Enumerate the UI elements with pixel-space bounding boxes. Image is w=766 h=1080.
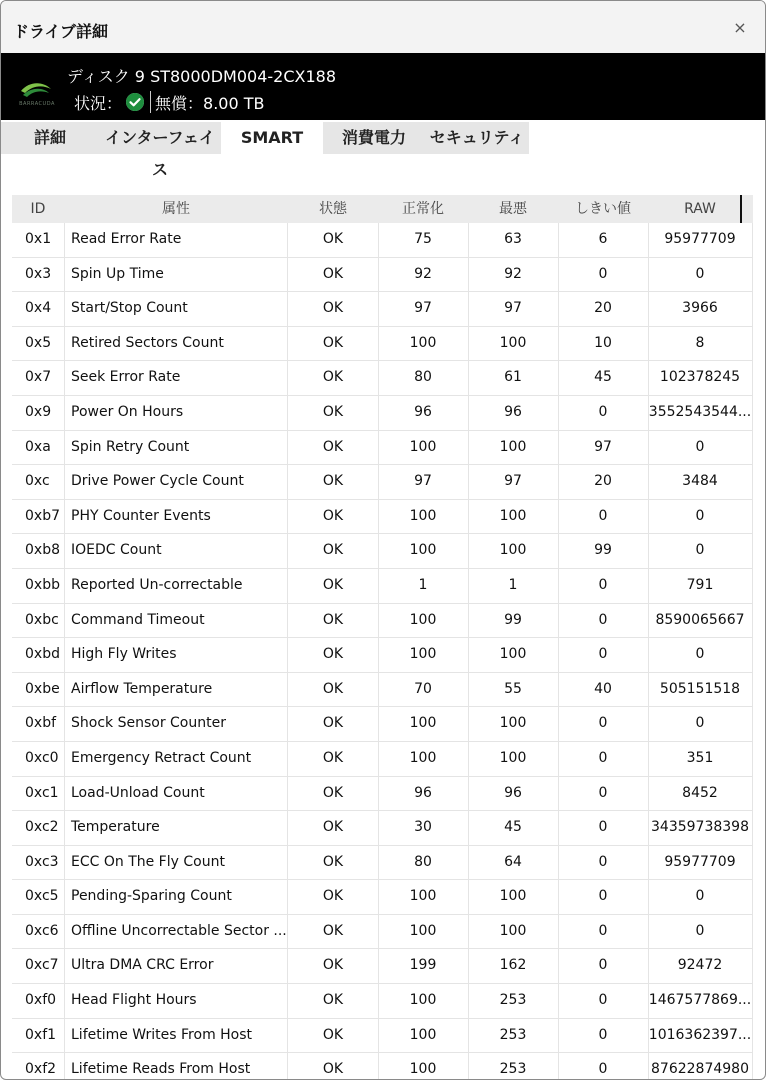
cell-status: OK xyxy=(288,292,379,326)
column-header-attribute[interactable]: 属性 xyxy=(162,201,190,217)
cell-attribute: Offline Uncorrectable Sector ... xyxy=(64,915,288,949)
cell-attribute: Seek Error Rate xyxy=(64,361,288,395)
cell-worst: 100 xyxy=(468,534,559,568)
cell-id: 0xc6 xyxy=(25,922,59,939)
cell-raw: 1467577869... xyxy=(648,984,753,1018)
table-row[interactable] xyxy=(12,880,753,915)
cell-worst: 100 xyxy=(468,707,559,741)
cell-id: 0xc2 xyxy=(25,819,59,836)
cell-status: OK xyxy=(288,880,379,914)
cell-normalized: 100 xyxy=(378,1053,469,1080)
cell-worst: 253 xyxy=(468,1053,559,1080)
cell-attribute: Start/Stop Count xyxy=(64,292,288,326)
cell-status: OK xyxy=(288,949,379,983)
cell-attribute: Lifetime Writes From Host xyxy=(64,1019,288,1053)
cell-threshold: 0 xyxy=(558,638,649,672)
cell-id: 0xa xyxy=(25,438,51,455)
cell-threshold: 0 xyxy=(558,984,649,1018)
cell-worst: 1 xyxy=(468,569,559,603)
table-row[interactable] xyxy=(12,396,753,431)
cell-attribute: Head Flight Hours xyxy=(64,984,288,1018)
table-row[interactable] xyxy=(12,223,753,258)
cell-normalized: 100 xyxy=(378,534,469,568)
drive-header xyxy=(1,53,765,120)
cell-raw: 791 xyxy=(648,569,753,603)
cell-normalized: 1 xyxy=(378,569,469,603)
cell-worst: 96 xyxy=(468,777,559,811)
table-row[interactable] xyxy=(12,949,753,984)
cell-id: 0xbc xyxy=(25,611,59,628)
table-row[interactable] xyxy=(12,1053,753,1080)
status-label: 状況： xyxy=(74,93,123,113)
cell-worst: 92 xyxy=(468,258,559,292)
column-header-status[interactable]: 状態 xyxy=(319,201,347,217)
table-row[interactable] xyxy=(12,777,753,812)
cell-attribute: Command Timeout xyxy=(64,604,288,638)
column-header-id[interactable]: ID xyxy=(30,201,46,217)
table-row[interactable] xyxy=(12,638,753,673)
cell-status: OK xyxy=(288,846,379,880)
cell-id: 0xf1 xyxy=(25,1026,57,1043)
cell-status: OK xyxy=(288,742,379,776)
cell-status: OK xyxy=(288,638,379,672)
table-row[interactable] xyxy=(12,846,753,881)
barracuda-logo xyxy=(15,77,59,111)
smart-table xyxy=(12,195,753,1080)
cell-id: 0x4 xyxy=(25,300,52,317)
cell-normalized: 75 xyxy=(378,223,469,257)
cell-raw: 0 xyxy=(648,534,753,568)
tab-details[interactable]: 詳細 xyxy=(1,122,99,154)
cell-threshold: 0 xyxy=(558,1019,649,1053)
cell-threshold: 20 xyxy=(558,292,649,326)
cell-status: OK xyxy=(288,500,379,534)
cell-raw: 95977709 xyxy=(648,846,753,880)
cell-normalized: 96 xyxy=(378,396,469,430)
table-row[interactable] xyxy=(12,604,753,639)
table-row[interactable] xyxy=(12,984,753,1019)
table-row[interactable] xyxy=(12,361,753,396)
cell-worst: 61 xyxy=(468,361,559,395)
cell-status: OK xyxy=(288,361,379,395)
cell-raw: 102378245 xyxy=(648,361,753,395)
cell-status: OK xyxy=(288,915,379,949)
cell-id: 0xb7 xyxy=(25,507,60,524)
cell-raw: 0 xyxy=(648,638,753,672)
cell-threshold: 0 xyxy=(558,846,649,880)
cell-status: OK xyxy=(288,569,379,603)
table-row[interactable] xyxy=(12,811,753,846)
cell-threshold: 0 xyxy=(558,915,649,949)
cell-worst: 100 xyxy=(468,431,559,465)
cell-raw: 3552543544... xyxy=(648,396,753,430)
cell-status: OK xyxy=(288,396,379,430)
cell-raw: 8 xyxy=(648,327,753,361)
cell-threshold: 0 xyxy=(558,500,649,534)
title-bar xyxy=(1,1,765,53)
cell-worst: 97 xyxy=(468,465,559,499)
cell-id: 0x3 xyxy=(25,265,52,282)
cell-threshold: 0 xyxy=(558,880,649,914)
cell-worst: 55 xyxy=(468,673,559,707)
cell-status: OK xyxy=(288,431,379,465)
cell-normalized: 70 xyxy=(378,673,469,707)
table-header xyxy=(12,195,753,223)
cell-attribute: Power On Hours xyxy=(64,396,288,430)
cell-attribute: Drive Power Cycle Count xyxy=(64,465,288,499)
cell-raw: 0 xyxy=(648,915,753,949)
cell-attribute: Spin Retry Count xyxy=(64,431,288,465)
cell-normalized: 100 xyxy=(378,327,469,361)
cell-id: 0xf0 xyxy=(25,992,57,1009)
status-divider xyxy=(150,91,151,113)
cell-attribute: ECC On The Fly Count xyxy=(64,846,288,880)
cell-threshold: 99 xyxy=(558,534,649,568)
cell-id: 0xc3 xyxy=(25,853,59,870)
close-button[interactable]: × xyxy=(733,18,747,37)
cell-status: OK xyxy=(288,673,379,707)
cell-id: 0xbb xyxy=(25,576,60,593)
cell-worst: 97 xyxy=(468,292,559,326)
cell-normalized: 92 xyxy=(378,258,469,292)
cell-normalized: 80 xyxy=(378,846,469,880)
cell-raw: 3966 xyxy=(648,292,753,326)
cell-threshold: 6 xyxy=(558,223,649,257)
disk-name: ディスク 9 ST8000DM004-2CX188 xyxy=(67,67,337,86)
cell-threshold: 0 xyxy=(558,604,649,638)
cell-normalized: 100 xyxy=(378,604,469,638)
cell-raw: 87622874980 xyxy=(648,1053,753,1080)
window-title: ドライブ詳細 xyxy=(13,22,109,41)
cell-status: OK xyxy=(288,534,379,568)
cell-threshold: 20 xyxy=(558,465,649,499)
cell-threshold: 0 xyxy=(558,742,649,776)
cell-normalized: 97 xyxy=(378,292,469,326)
cell-normalized: 97 xyxy=(378,465,469,499)
cell-status: OK xyxy=(288,1053,379,1080)
cell-worst: 100 xyxy=(468,880,559,914)
tab-security[interactable]: セキュリティ xyxy=(425,122,529,154)
cell-attribute: Emergency Retract Count xyxy=(64,742,288,776)
cell-raw: 0 xyxy=(648,880,753,914)
cell-status: OK xyxy=(288,258,379,292)
column-header-threshold[interactable]: しきい値 xyxy=(575,201,631,217)
cell-normalized: 30 xyxy=(378,811,469,845)
table-body xyxy=(12,223,753,1080)
cell-id: 0x9 xyxy=(25,403,52,420)
cell-worst: 100 xyxy=(468,742,559,776)
cell-worst: 45 xyxy=(468,811,559,845)
tab-bar xyxy=(1,122,765,179)
cell-id: 0xc1 xyxy=(25,784,59,801)
cell-status: OK xyxy=(288,811,379,845)
cell-attribute: High Fly Writes xyxy=(64,638,288,672)
cell-worst: 100 xyxy=(468,915,559,949)
cell-threshold: 40 xyxy=(558,673,649,707)
cell-attribute: Lifetime Reads From Host xyxy=(64,1053,288,1080)
cell-status: OK xyxy=(288,1019,379,1053)
cell-attribute: Load-Unload Count xyxy=(64,777,288,811)
cell-normalized: 100 xyxy=(378,1019,469,1053)
check-circle-icon xyxy=(126,93,144,111)
table-row[interactable] xyxy=(12,707,753,742)
cell-raw: 8452 xyxy=(648,777,753,811)
cell-normalized: 100 xyxy=(378,707,469,741)
cell-raw: 34359738398 xyxy=(648,811,753,845)
cell-worst: 64 xyxy=(468,846,559,880)
tab-interface[interactable]: インターフェイス xyxy=(99,122,221,154)
cell-attribute: PHY Counter Events xyxy=(64,500,288,534)
cell-status: OK xyxy=(288,327,379,361)
cell-raw: 351 xyxy=(648,742,753,776)
cell-attribute: Airflow Temperature xyxy=(64,673,288,707)
cell-raw: 505151518 xyxy=(648,673,753,707)
cell-raw: 0 xyxy=(648,707,753,741)
column-header-normalized[interactable]: 正常化 xyxy=(402,201,444,217)
cell-id: 0xf2 xyxy=(25,1061,57,1078)
cell-attribute: Temperature xyxy=(64,811,288,845)
cell-id: 0xbf xyxy=(25,715,57,732)
cell-normalized: 96 xyxy=(378,777,469,811)
cell-id: 0xbe xyxy=(25,680,60,697)
cell-attribute: IOEDC Count xyxy=(64,534,288,568)
cell-raw: 92472 xyxy=(648,949,753,983)
cell-threshold: 0 xyxy=(558,1053,649,1080)
cell-id: 0x7 xyxy=(25,369,52,386)
table-row[interactable] xyxy=(12,673,753,708)
cell-normalized: 100 xyxy=(378,500,469,534)
cell-worst: 253 xyxy=(468,1019,559,1053)
cell-threshold: 0 xyxy=(558,258,649,292)
status-row xyxy=(74,91,264,113)
cell-normalized: 100 xyxy=(378,984,469,1018)
column-header-raw[interactable]: RAW xyxy=(684,201,716,217)
cell-attribute: Pending-Sparing Count xyxy=(64,880,288,914)
cell-id: 0xb8 xyxy=(25,542,60,559)
table-row[interactable] xyxy=(12,569,753,604)
cell-normalized: 100 xyxy=(378,915,469,949)
table-row[interactable] xyxy=(12,292,753,327)
table-row[interactable] xyxy=(12,915,753,950)
cell-id: 0x1 xyxy=(25,231,52,247)
cell-worst: 162 xyxy=(468,949,559,983)
cell-raw: 0 xyxy=(648,431,753,465)
cell-threshold: 0 xyxy=(558,569,649,603)
cell-worst: 253 xyxy=(468,984,559,1018)
cell-worst: 100 xyxy=(468,327,559,361)
cell-threshold: 10 xyxy=(558,327,649,361)
cell-worst: 100 xyxy=(468,638,559,672)
table-row[interactable] xyxy=(12,258,753,293)
cell-status: OK xyxy=(288,707,379,741)
cell-threshold: 45 xyxy=(558,361,649,395)
cell-normalized: 100 xyxy=(378,880,469,914)
cell-raw: 0 xyxy=(648,500,753,534)
cell-worst: 96 xyxy=(468,396,559,430)
cell-raw: 95977709 xyxy=(648,223,753,257)
table-row[interactable] xyxy=(12,534,753,569)
cell-id: 0xc5 xyxy=(25,888,59,905)
cell-raw: 0 xyxy=(648,258,753,292)
cell-id: 0xc xyxy=(25,473,50,490)
cell-normalized: 100 xyxy=(378,742,469,776)
cell-threshold: 0 xyxy=(558,949,649,983)
cell-threshold: 0 xyxy=(558,777,649,811)
tab-smart[interactable]: SMART xyxy=(221,122,323,154)
cell-normalized: 100 xyxy=(378,638,469,672)
cell-status: OK xyxy=(288,777,379,811)
free-capacity: 無償：8.00 TB xyxy=(155,93,265,113)
cell-attribute: Reported Un-correctable xyxy=(64,569,288,603)
cell-raw: 1016362397... xyxy=(648,1019,753,1053)
cell-id: 0xbd xyxy=(25,646,60,663)
cell-raw: 8590065667 xyxy=(648,604,753,638)
logo-text: BARRACUDA xyxy=(19,101,55,107)
cell-worst: 100 xyxy=(468,500,559,534)
table-row[interactable] xyxy=(12,431,753,466)
cell-threshold: 0 xyxy=(558,396,649,430)
cell-normalized: 80 xyxy=(378,361,469,395)
cell-normalized: 100 xyxy=(378,431,469,465)
cell-threshold: 0 xyxy=(558,811,649,845)
cell-attribute: Spin Up Time xyxy=(64,258,288,292)
cell-status: OK xyxy=(288,984,379,1018)
cell-raw: 3484 xyxy=(648,465,753,499)
table-row[interactable] xyxy=(12,742,753,777)
cell-attribute: Ultra DMA CRC Error xyxy=(64,949,288,983)
header-resize-marker xyxy=(740,195,742,223)
table-row[interactable] xyxy=(12,1019,753,1054)
cell-id: 0xc0 xyxy=(25,749,59,766)
cell-worst: 63 xyxy=(468,223,559,257)
column-header-worst[interactable]: 最悪 xyxy=(499,201,527,217)
cell-status: OK xyxy=(288,604,379,638)
cell-normalized: 199 xyxy=(378,949,469,983)
tab-power[interactable]: 消費電力 xyxy=(323,122,425,154)
cell-id: 0xc7 xyxy=(25,957,59,974)
cell-attribute: Shock Sensor Counter xyxy=(64,707,288,741)
cell-worst: 99 xyxy=(468,604,559,638)
table-row[interactable] xyxy=(12,500,753,535)
cell-attribute: Read Error Rate xyxy=(64,223,288,257)
table-row[interactable] xyxy=(12,465,753,500)
cell-threshold: 97 xyxy=(558,431,649,465)
cell-attribute: Retired Sectors Count xyxy=(64,327,288,361)
cell-id: 0x5 xyxy=(25,334,52,351)
cell-status: OK xyxy=(288,223,379,257)
cell-status: OK xyxy=(288,465,379,499)
cell-threshold: 0 xyxy=(558,707,649,741)
table-row[interactable] xyxy=(12,327,753,362)
